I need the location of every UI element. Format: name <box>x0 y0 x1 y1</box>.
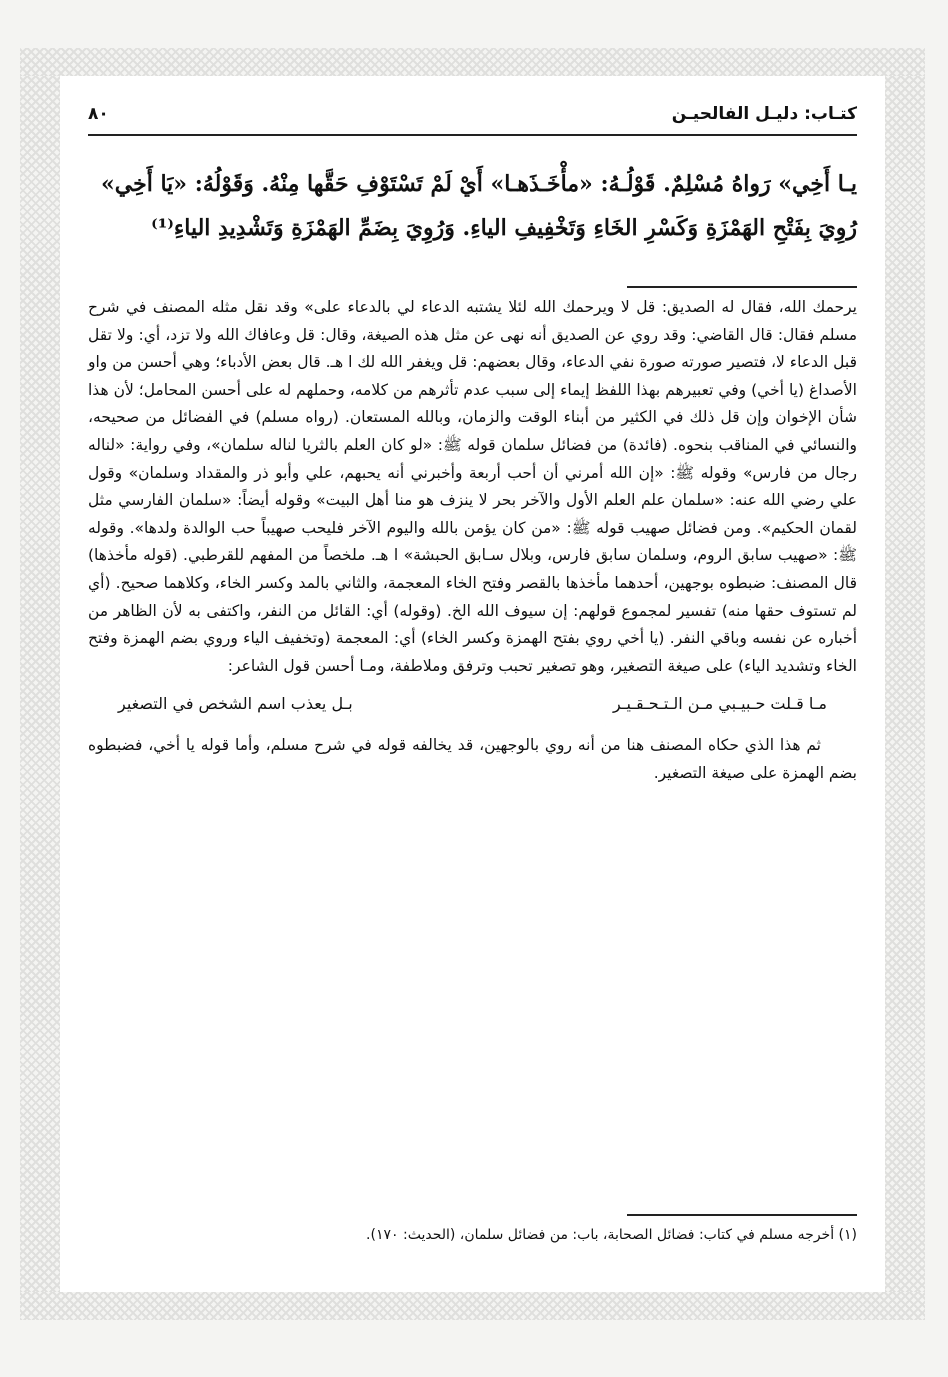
ornament-border-bottom <box>20 1292 925 1320</box>
hadith-line: يـا أَخِي» رَواهُ مُسْلِمٌ. قَوْلُـهُ: «مأْخَـذَهـا» أَيْ لَمْ تَسْتَوْفِ حَقَّها مِنْهُ. وَقَوْلُهُ: «يَا أَخِي» <box>101 171 857 197</box>
ornament-border-left <box>20 76 60 1292</box>
hadith-line: رُوِيَ بِفَتْحِ الهَمْزَةِ وَكَسْرِ الخَاءِ وَتَخْفِيفِ الياءِ. وَرُوِيَ بِضَمِّ الهَمْزَةِ وَتَشْدِيدِ الياءِ⁽¹⁾ <box>151 215 857 241</box>
commentary-separator <box>627 286 857 288</box>
page-number: ٨٠ <box>88 104 109 124</box>
verse-first-hemistich: مـا قـلت حـبيـبي مـن الـتـحـقـيـر <box>612 694 827 714</box>
book-title: كتـاب: دليـل الفالحيـن <box>671 104 857 124</box>
ornament-border-right <box>885 76 925 1292</box>
poetry-verse <box>88 680 857 732</box>
header-rule <box>88 134 857 136</box>
ornament-border-top <box>20 48 925 76</box>
commentary <box>88 294 857 787</box>
verse-second-hemistich: بـل يعذب اسم الشخص في التصغير <box>118 694 353 714</box>
book-page <box>60 76 885 1292</box>
commentary-paragraph: يرحمك الله، فقال له الصديق: قل لا ويرحمك الله لئلا يشتبه الدعاء لي بالدعاء على» وقد نقل مثله المصنف في شرح مسلم فقال: قال القاضي: وقد روي عن الصديق أنه نهى عن مثل هذه الصيغة، وقال: قل وعافاك الله ولا تزد، أي: ولا تقل قبل الدعاء لا، فتصير صورته صورة نفي الدعاء، وقال بعضهم: قل ويغفر الله لك ا هـ. قال بعض الأدباء؛ وهي أحسن من واو الأصداغ (يا أخي) وفي تعبيرهم بهذا اللفظ إيماء إلى سبب عدم تأثرهم من كلامه، وحملهم له على أحسن المحامل؛ لأن هذا شأن الإخوان وإن قل ذلك في الكثير من أبناء الوقت والزمان، وبالله المستعان. (رواه مسلم) في الفضائل من صحيحه، والنسائي في المناقب بنحوه. (فائدة) من فضائل سلمان قوله ﷺ: «لو كان العلم بالثريا لناله سلمان»، وفي رواية: «لناله رجال من فارس» وقوله ﷺ: «إن الله أمرني أن أحب أربعة وأخبرني أنه يحبهم، علي وأبو ذر والمقداد وسلمان» وقول علي رضي الله عنه: «سلمان علم العلم الأول والآخر بحر لا ينزف هو منا أهل البيت» وقوله أيضاً: «سلمان الفارسي مثل لقمان الحكيم». ومن فضائل صهيب قوله ﷺ: «من كان يؤمن بالله واليوم الآخر فليحب صهيباً حب الوالدة ولدها». وقوله ﷺ: «صهيب سابق الروم، وسلمان سابق فارس، وبلال سـابق الحبشة» ا هـ. ملخصاً من المفهم للقرطبي. (قوله مأخذها) قال المصنف: ضبطوه بوجهين، أحدهما مأخذها بالقصر وفتح الخاء المعجمة، والثاني بالمد وكسر الخاء، وكلاهما صحيح. (أي لم تستوف حقها منه) تفسير لمجموع قولهم: إن سيوف الله الخ. (وقوله) أي: القائل من النفر، واكتفى به لأن الظاهر من أخباره عن نفسه وباقي النفر. (يا أخي روي بفتح الهمزة وكسر الخاء) أي: المعجمة (وتخفيف الياء وروي بضم الهمزة وفتح الخاء وتشديد الياء) على صيغة التصغير، وهو تصغير تحبب وترفق وملاطفة، ومـا أحسن قول الشاعر: <box>88 298 857 675</box>
page-header <box>88 98 857 130</box>
hadith-text <box>88 162 857 250</box>
commentary-paragraph: ثم هذا الذي حكاه المصنف هنا من أنه روي بالوجهين، قد يخالفه قوله في شرح مسلم، وأما قوله يا أخي، فضبطوه بضم الهمزة على صيغة التصغير. <box>88 735 857 782</box>
footnote: (١) أخرجه مسلم في كتاب: فضائل الصحابة، باب: من فضائل سلمان، (الحديث: ١٧٠). <box>366 1227 857 1243</box>
footnote-separator <box>627 1214 857 1216</box>
